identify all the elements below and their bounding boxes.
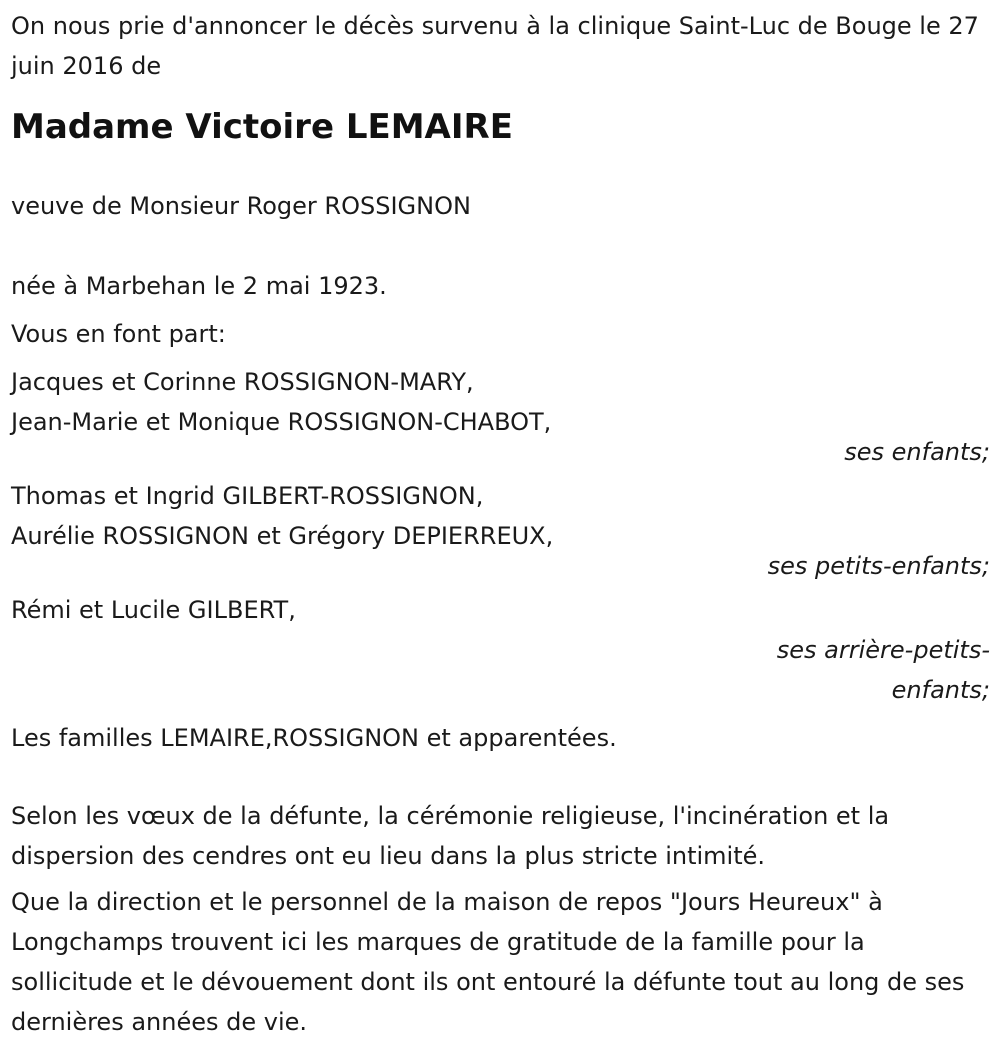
deceased-name: Madame Victoire LEMAIRE (11, 107, 513, 147)
children-line: Jean-Marie et Monique ROSSIGNON-CHABOT, (11, 408, 552, 436)
grandchildren-group (11, 476, 990, 582)
families-text: Les familles LEMAIRE,ROSSIGNON et apparentées. (11, 724, 617, 752)
birth-text: née à Marbehan le 2 mai 1923. (11, 272, 387, 300)
ceremony-text: Selon les vœux de la défunte, la cérémonie religieuse, l'incinération et la dispersion des cendres ont eu lieu dans la plus stricte intimité. (11, 802, 890, 870)
great-grandchildren-group (11, 590, 990, 710)
great-grandchildren-line: Rémi et Lucile GILBERT, (11, 596, 296, 624)
great-grandchildren-role: ses arrière-petits-enfants; (776, 636, 990, 704)
children-group (11, 362, 990, 468)
children-line: Jacques et Corinne ROSSIGNON-MARY, (11, 368, 474, 396)
thanks-text: Que la direction et le personnel de la maison de repos "Jours Heureux" à Longchamps trouvent ici les marques de gratitude de la famille pour la sollicitude et le dévouement dont ils ont entouré la défunte tout au long de ses dernières années de vie. (11, 888, 965, 1036)
intro-text: On nous prie d'annoncer le décès survenu à la clinique Saint-Luc de Bouge le 27 juin 2016 de (11, 12, 979, 80)
grandchildren-role: ses petits-enfants; (767, 552, 990, 580)
announce-text: Vous en font part: (11, 320, 226, 348)
widow-of-text: veuve de Monsieur Roger ROSSIGNON (11, 192, 471, 220)
grandchildren-line: Thomas et Ingrid GILBERT-ROSSIGNON, (11, 482, 484, 510)
grandchildren-line: Aurélie ROSSIGNON et Grégory DEPIERREUX, (11, 522, 554, 550)
children-role: ses enfants; (844, 438, 990, 466)
